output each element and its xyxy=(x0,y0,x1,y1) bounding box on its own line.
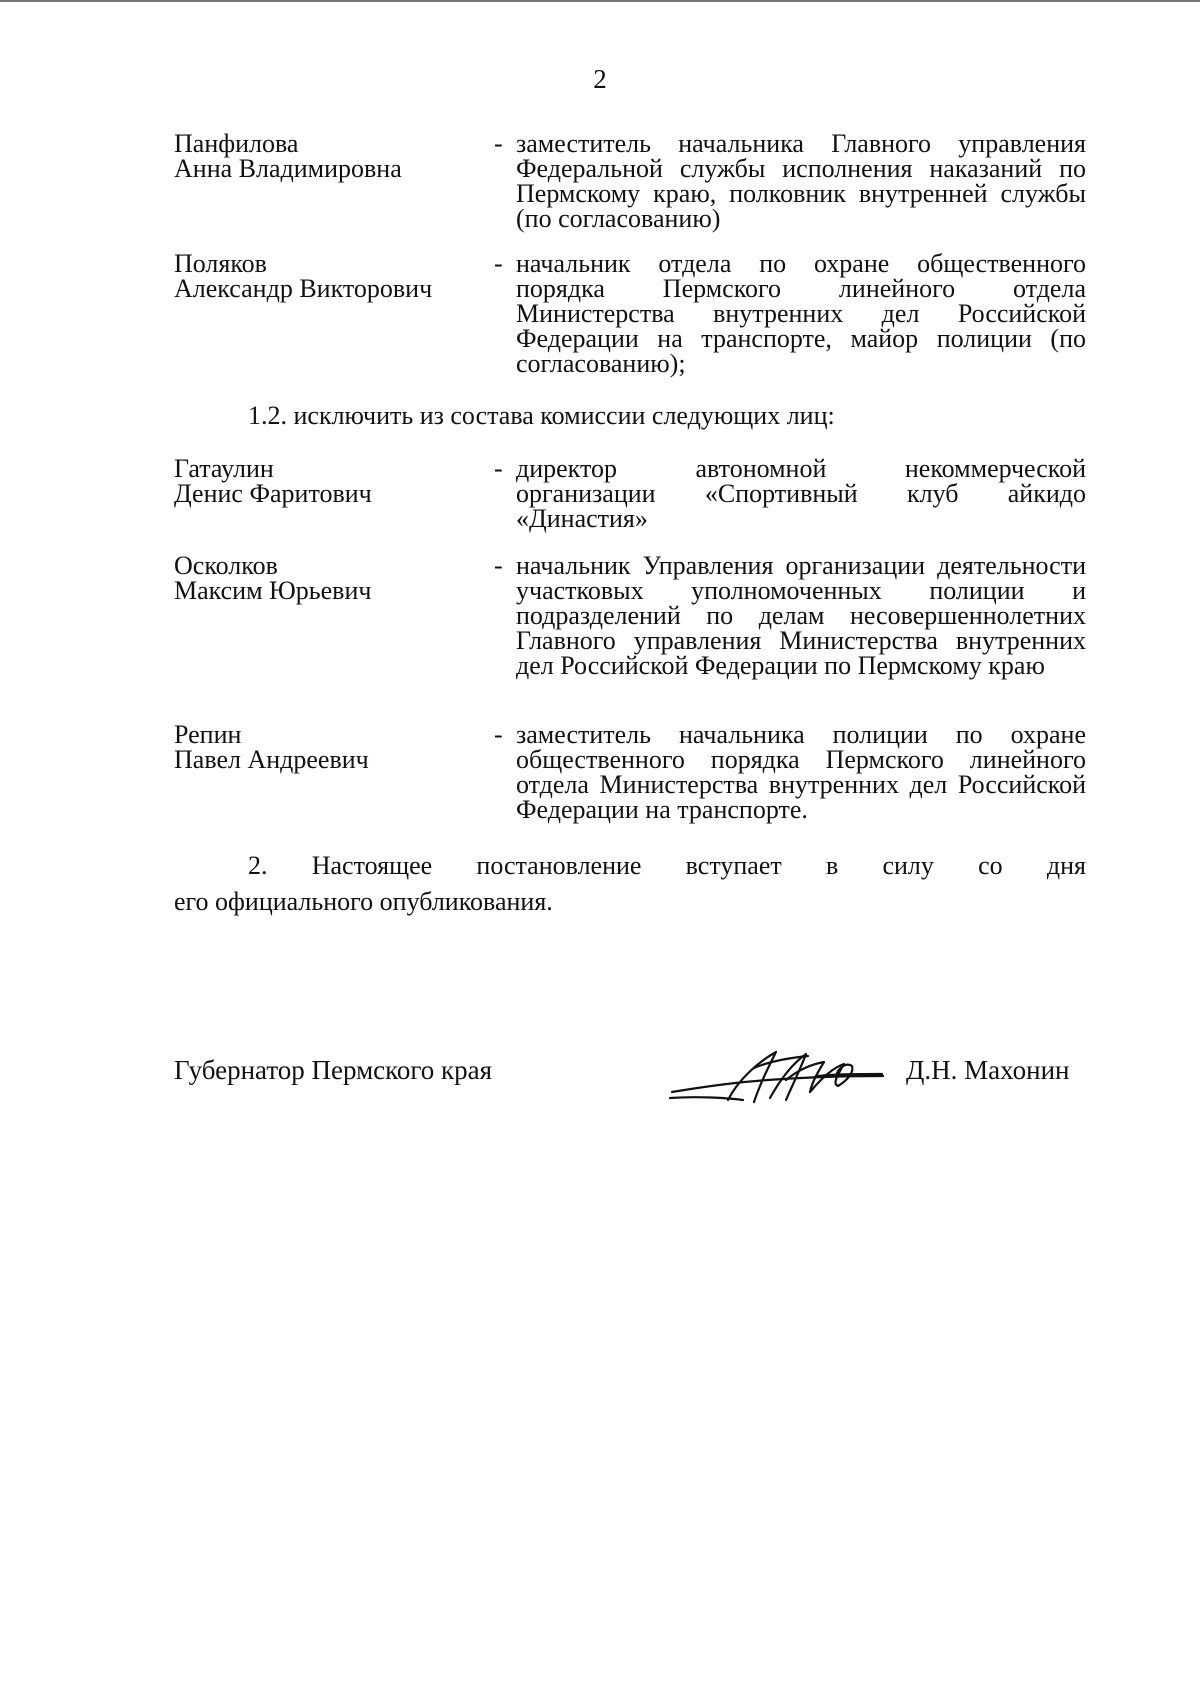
member-given-names: Александр Викторович xyxy=(174,274,433,303)
member-name xyxy=(174,131,474,181)
member-name xyxy=(174,251,474,301)
member-given-names: Павел Андреевич xyxy=(174,745,369,774)
member-name xyxy=(174,553,474,603)
dash: - xyxy=(494,551,503,580)
signatory-name: Д.Н. Махонин xyxy=(906,1055,1070,1085)
member-surname: Осколков xyxy=(174,551,278,580)
member-role: заместитель начальника полиции по охране общественного порядка Пермского линейного отдела Министерства внутренних дел Российской Федерации на транспорте. xyxy=(516,720,1086,824)
scan-edge-line xyxy=(0,0,1200,2)
member-surname: Репин xyxy=(174,720,242,749)
member-name xyxy=(174,456,474,506)
member-role: начальник отдела по охране общественного порядка Пермского линейного отдела Министерства внутренних дел Российской Федерации на транспорте, майор полиции (по согласованию); xyxy=(516,249,1086,378)
dash: - xyxy=(494,720,503,749)
member-given-names: Денис Фаритович xyxy=(174,479,372,508)
member-role: начальник Управления организации деятельности участковых уполномоченных полиции и подразделений по делам несовершеннолетних Главного управления Министерства внутренних дел Российской Федерации по Пермскому краю xyxy=(516,551,1086,680)
member-role: заместитель начальника Главного управления Федеральной службы исполнения наказаний по Пермскому краю, полковник внутренней службы (по согласованию) xyxy=(516,129,1086,233)
clause-2-line-1: 2. Настоящее постановление вступает в силу со дня xyxy=(248,851,1086,880)
member-surname: Поляков xyxy=(174,249,267,278)
dash: - xyxy=(494,454,503,483)
clause-2-line-2: его официального опубликования. xyxy=(174,887,553,916)
clause-1-2: 1.2. исключить из состава комиссии следующих лиц: xyxy=(248,401,835,430)
handwritten-signature xyxy=(668,1040,893,1110)
dash: - xyxy=(494,249,503,278)
dash: - xyxy=(494,129,503,158)
member-given-names: Максим Юрьевич xyxy=(174,576,372,605)
signatory-title: Губернатор Пермского края xyxy=(174,1055,493,1085)
member-surname: Гатаулин xyxy=(174,454,274,483)
page-number: 2 xyxy=(593,64,607,94)
member-surname: Панфилова xyxy=(174,129,299,158)
clause-2 xyxy=(174,848,1086,920)
member-role: директор автономной некоммерческой организации «Спортивный клуб айкидо «Династия» xyxy=(516,454,1086,533)
member-given-names: Анна Владимировна xyxy=(174,154,402,183)
member-name xyxy=(174,722,474,772)
